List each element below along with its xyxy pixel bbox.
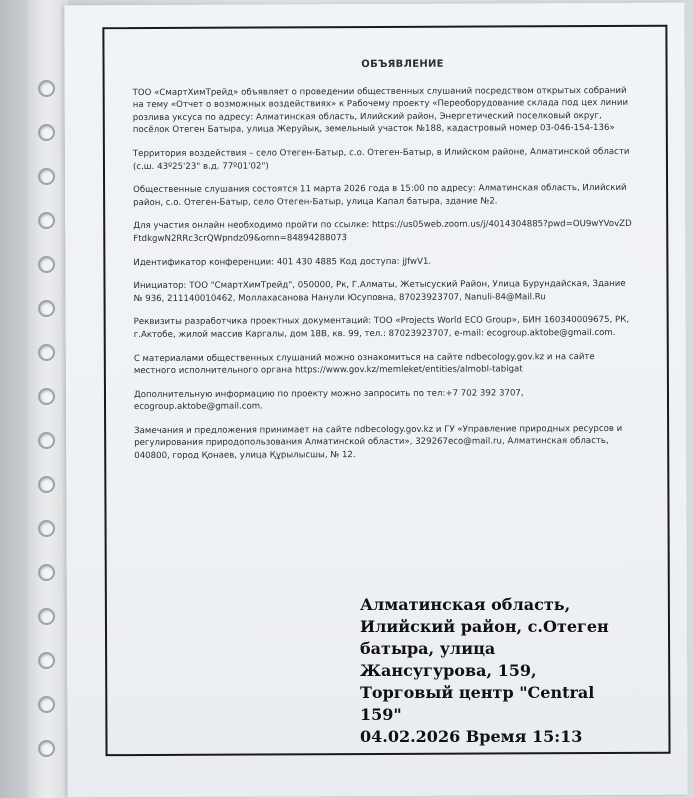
punch-hole <box>38 388 55 405</box>
notice-text <box>133 58 635 474</box>
stamp-line: 159" <box>360 705 402 724</box>
stamp-line: батыра, улица <box>360 639 496 658</box>
punch-hole <box>38 652 55 669</box>
paragraph-territory: Территория воздействия – село Отеген-Батыр, с.о. Отеген-Батыр, в Илийском районе, Алматинской области (с.ш. 43º25'23" в.д. 77º01'02") <box>132 146 630 172</box>
punch-hole <box>38 124 55 141</box>
punch-hole <box>38 256 55 273</box>
punch-hole <box>38 212 55 229</box>
stamp-line: Илийский район, с.Отеген <box>360 617 609 636</box>
punch-hole <box>38 344 55 361</box>
punch-hole <box>38 696 55 713</box>
punch-hole <box>38 300 55 317</box>
stamp-line: Жансугурова, 159, <box>360 661 537 680</box>
punch-hole <box>38 520 55 537</box>
paragraph-intro: ТОО «СмартХимТрейд» объявляет о проведении общественных слушаний посредством открытых собраний на тему «Отчет о возможных воздействиях» к Рабочему проекту «Переоборудование склада под цех линии розлива уксуса по адресу: Алматинская область, Илийский район, Энергетический поселковый округ, посёлок Отеген Батыра, улица Жеруйық, земельный участок №188, кадастровый номер 03-046-154-136» <box>132 85 629 136</box>
paragraph-comments: Замечания и предложения принимает на сайте ndbecology.gov.kz и ГУ «Управление природных ресурсов и регулирования природопользования Алматинской области», 329267eco@mail.ru, Алматинская область, 040800, город Қонаев, улица Құрылысшы, № 12. <box>134 423 623 462</box>
punch-hole <box>38 476 55 493</box>
punch-hole <box>38 740 55 757</box>
paragraph-online-link: Для участия онлайн необходимо пройти по ссылке: https://us05web.zoom.us/j/4014304885?pwd=OU9wYVovZDFtdkgwN2RRc3crQWpndz09&omn=84894288073 <box>133 219 632 244</box>
stamp-timestamp: 04.02.2026 Время 15:13 <box>360 727 583 746</box>
punch-hole <box>38 564 55 581</box>
punch-hole <box>38 608 55 625</box>
stamp-line: Алматинская область, <box>360 595 571 614</box>
paragraph-hearing-date: Общественные слушания состоятся 11 марта 2026 года в 15:00 по адресу: Алматинская область, Илийский район, с.о. Отеген-Батыр, село Отеген-Батыр, улица Капал батыра, здание №2. <box>133 183 627 208</box>
paragraph-materials: С материалами общественных слушаний можно ознакомиться на сайте ndbecology.gov.kz и на сайте местного исполнительного органа https://www.gov.kz/memleket/entities/almobl-tabigat <box>133 351 595 377</box>
photo-location-stamp <box>360 594 609 748</box>
paragraph-developer: Реквизиты разработчика проектных документаций: ТОО «Projects World ECO Group», БИН 160340009675, РК, г.Актобе, жилой массив Каргалы, дом 18В, кв. 99, тел.: 87023923707, e-mail: ecogroup.aktobe@gmail.com. <box>133 315 630 340</box>
punch-hole <box>38 80 55 97</box>
paragraph-contact: Дополнительную информацию по проекту можно запросить по тел:+7 702 392 3707, ecogroup.aktobe@gmail.com. <box>133 388 524 413</box>
paragraph-initiator: Инициатор: ТОО "СмартХимТрейд", 050000, Рк, Г.Алматы, Жетысуский Район, Улица Бурундайская, Здание № 936, 211140010462, Моллахасанова Нанули Юсуповна, 87023923707, Nanuli-84@Mail.Ru <box>133 279 626 304</box>
punch-hole <box>38 432 55 449</box>
punch-hole <box>38 168 55 185</box>
notice-title: ОБЪЯВЛЕНИЕ <box>361 58 444 71</box>
stamp-line: Торговый центр "Central <box>360 683 595 702</box>
paragraph-conference-id: Идентификатор конференции: 401 430 4885 Код доступа: jJfwV1. <box>133 256 432 268</box>
